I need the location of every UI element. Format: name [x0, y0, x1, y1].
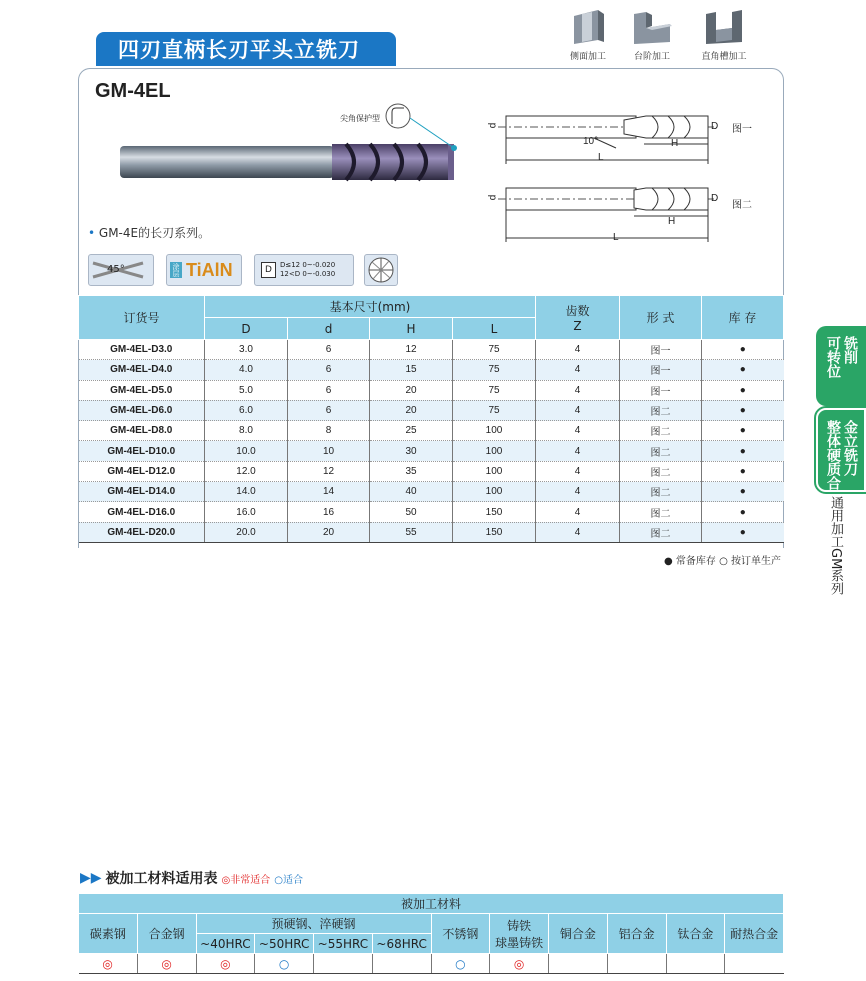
fig1-label: 图一 — [732, 124, 752, 135]
cell-Z: 4 — [536, 421, 620, 441]
cell-L: 100 — [453, 441, 536, 461]
cell-form: 图二 — [620, 502, 702, 522]
cell-form: 图一 — [620, 360, 702, 380]
cell-L: 75 — [453, 380, 536, 400]
cell-H: 20 — [370, 400, 453, 420]
cell-stock: ● — [702, 340, 784, 360]
table-row — [79, 360, 784, 380]
cell-code: GM-4EL-D3.0 — [79, 340, 205, 360]
cell-form: 图一 — [620, 380, 702, 400]
cell-d: 12 — [288, 461, 370, 481]
cell-code: GM-4EL-D16.0 — [79, 502, 205, 522]
cell-D: 16.0 — [205, 502, 288, 522]
coating-tag: 涂层 TiAlN — [166, 254, 242, 286]
cell-L: 75 — [453, 340, 536, 360]
side-milling-icon — [568, 6, 608, 46]
cell-Z: 4 — [536, 482, 620, 502]
table-row — [79, 340, 784, 360]
cell-code: GM-4EL-D5.0 — [79, 380, 205, 400]
tab-solid-carbide-endmill[interactable]: 整体硬质合 金立铣刀 — [816, 408, 866, 492]
table-row — [79, 502, 784, 522]
four-flute-icon — [365, 255, 397, 285]
cell-Z: 4 — [536, 522, 620, 542]
cell-L: 75 — [453, 400, 536, 420]
cell-D: 14.0 — [205, 482, 288, 502]
cell-d: 6 — [288, 340, 370, 360]
cell-Z: 4 — [536, 340, 620, 360]
cell-H: 55 — [370, 522, 453, 542]
cell-d: 20 — [288, 522, 370, 542]
cell-D: 20.0 — [205, 522, 288, 542]
cell-D: 4.0 — [205, 360, 288, 380]
cell-stock: ● — [702, 421, 784, 441]
cell-D: 12.0 — [205, 461, 288, 481]
material-mark — [607, 954, 666, 974]
cell-L: 75 — [453, 360, 536, 380]
double-arrow-icon: ▶▶ — [80, 870, 102, 886]
material-mark — [666, 954, 725, 974]
cell-L: 100 — [453, 421, 536, 441]
slot-milling-op: 直角槽加工 — [696, 6, 752, 62]
materials-row — [79, 954, 784, 974]
material-mark: ○ — [431, 954, 490, 974]
cell-L: 100 — [453, 461, 536, 481]
cell-code: GM-4EL-D10.0 — [79, 441, 205, 461]
table-row — [79, 400, 784, 420]
cell-code: GM-4EL-D14.0 — [79, 482, 205, 502]
cell-H: 15 — [370, 360, 453, 380]
cell-d: 6 — [288, 380, 370, 400]
tolerance-tag: D D≤12 0~-0.020 12<D 0~-0.030 — [254, 254, 354, 286]
cell-H: 40 — [370, 482, 453, 502]
helix-angle-tag: 45° — [88, 254, 154, 286]
cell-form: 图二 — [620, 421, 702, 441]
cell-Z: 4 — [536, 461, 620, 481]
section-label: 通用加工GM系列 — [828, 496, 843, 596]
material-mark: ◎ — [196, 954, 255, 974]
cell-code: GM-4EL-D20.0 — [79, 522, 205, 542]
cell-D: 10.0 — [205, 441, 288, 461]
cell-H: 50 — [370, 502, 453, 522]
table-row — [79, 461, 784, 481]
cell-code: GM-4EL-D6.0 — [79, 400, 205, 420]
slot-milling-icon — [702, 6, 746, 46]
spec-table: 订货号 基本尺寸(mm) 齿数 Z 形 式 库 存 D d H L GM-4EL-D3.0 3.0 6 12 75 4 图一 ● GM-4EL-D4.0 4.0 6 15 75 4 图一 ● GM-4EL-D5.0 5.0 6 20 75 4 图一 ● GM-4EL-D6.0 6.0 6 20 75 4 图二 ● GM-4EL-D8.0 8.0 8 25 100 4 图二 ● GM-4EL-D10.0 10.0 10 30 100 4 图二 ● GM-4EL-D12.0 12.0 12 35 100 4 图二 ● GM-4EL-D14.0 14.0 14 40 100 4 图二 ● GM-4EL-D16.0 16.0 16 50 150 4 图二 ● GM-4EL-D20.0 20.0 20 55 150 4 图二 ● — [78, 295, 784, 543]
materials-table: 被加工材料 碳素钢 合金钢 预硬钢、淬硬钢 不锈钢 铸铁 球墨铸铁 铜合金 铝合金 钛合金 耐热合金 ~40HRC ~50HRC ~55HRC ~68HRC ◎ ◎ ◎ ○ ○ ◎ — [78, 893, 784, 974]
cell-stock: ● — [702, 441, 784, 461]
table-row — [79, 522, 784, 542]
cell-D: 3.0 — [205, 340, 288, 360]
cell-L: 100 — [453, 482, 536, 502]
cell-H: 12 — [370, 340, 453, 360]
stock-legend: ● 常备库存 ○ 按订单生产 — [664, 556, 781, 567]
step-milling-op: 台阶加工 — [628, 6, 676, 62]
page-title: 四刃直柄长刃平头立铣刀 — [96, 32, 396, 66]
cell-Z: 4 — [536, 502, 620, 522]
cell-H: 20 — [370, 380, 453, 400]
cell-Z: 4 — [536, 380, 620, 400]
cell-D: 5.0 — [205, 380, 288, 400]
cell-form: 图二 — [620, 400, 702, 420]
cell-form: 图二 — [620, 522, 702, 542]
model-name: GM-4EL — [95, 80, 171, 102]
side-milling-op: 侧面加工 — [564, 6, 612, 62]
material-mark — [725, 954, 784, 974]
step-milling-icon — [630, 6, 674, 46]
material-mark — [372, 954, 431, 974]
cell-stock: ● — [702, 482, 784, 502]
cell-stock: ● — [702, 461, 784, 481]
cell-form: 图二 — [620, 441, 702, 461]
corner-callout — [382, 100, 462, 156]
material-mark: ◎ — [137, 954, 196, 974]
cell-stock: ● — [702, 522, 784, 542]
cell-Z: 4 — [536, 400, 620, 420]
table-row — [79, 421, 784, 441]
cell-D: 6.0 — [205, 400, 288, 420]
dimension-diagrams — [484, 108, 724, 248]
material-mark: ◎ — [79, 954, 138, 974]
cell-d: 16 — [288, 502, 370, 522]
series-note: • GM-4E的长刃系列。 — [88, 226, 211, 240]
fig2-label: 图二 — [732, 200, 752, 211]
cell-d: 10 — [288, 441, 370, 461]
corner-protect-label: 尖角保护型 — [340, 114, 380, 123]
cell-d: 14 — [288, 482, 370, 502]
cell-code: GM-4EL-D12.0 — [79, 461, 205, 481]
four-flute-tag — [364, 254, 398, 286]
cell-stock: ● — [702, 502, 784, 522]
cell-H: 25 — [370, 421, 453, 441]
table-row — [79, 380, 784, 400]
cell-Z: 4 — [536, 360, 620, 380]
cell-L: 150 — [453, 502, 536, 522]
cell-H: 35 — [370, 461, 453, 481]
tab-indexable-milling[interactable]: 可转位 铣削 — [816, 326, 866, 406]
cell-code: GM-4EL-D4.0 — [79, 360, 205, 380]
table-row — [79, 482, 784, 502]
cell-D: 8.0 — [205, 421, 288, 441]
cell-code: GM-4EL-D8.0 — [79, 421, 205, 441]
cell-L: 150 — [453, 522, 536, 542]
cell-Z: 4 — [536, 441, 620, 461]
material-mark — [314, 954, 373, 974]
cell-d: 6 — [288, 400, 370, 420]
cell-stock: ● — [702, 360, 784, 380]
cell-form: 图二 — [620, 482, 702, 502]
cell-d: 8 — [288, 421, 370, 441]
material-mark — [549, 954, 608, 974]
material-mark: ◎ — [490, 954, 549, 974]
cell-stock: ● — [702, 400, 784, 420]
cell-stock: ● — [702, 380, 784, 400]
cell-form: 图一 — [620, 340, 702, 360]
cell-d: 6 — [288, 360, 370, 380]
table-row — [79, 441, 784, 461]
cell-H: 30 — [370, 441, 453, 461]
cell-form: 图二 — [620, 461, 702, 481]
materials-title: ▶▶ 被加工材料适用表 ◎非常适合 ○适合 — [80, 870, 304, 887]
material-mark: ○ — [255, 954, 314, 974]
